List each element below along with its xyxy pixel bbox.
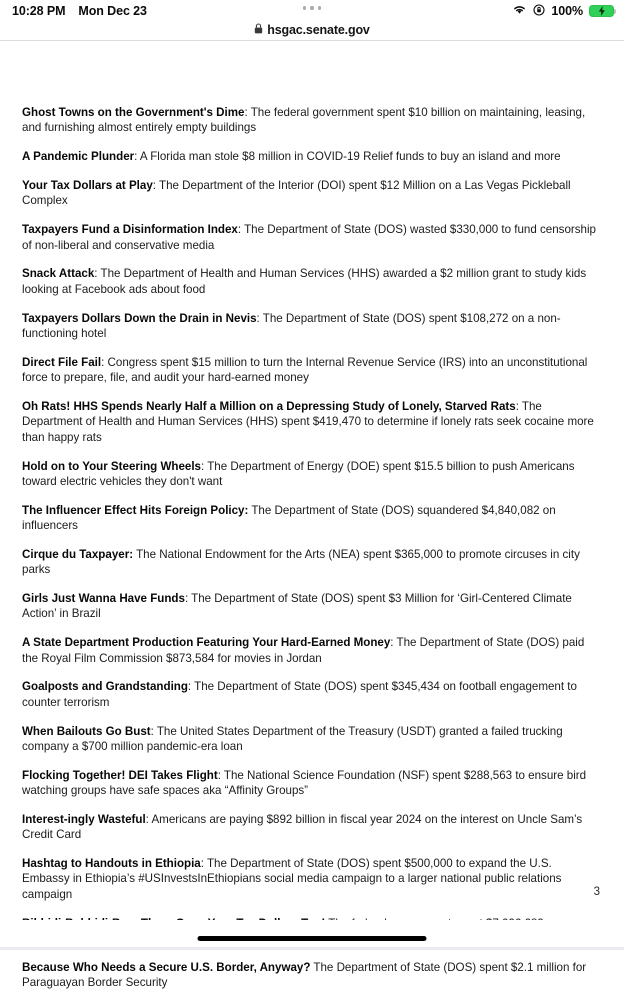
more-dots-icon[interactable] [0, 6, 624, 10]
item-body: : The Department of the Interior (DOI) spent $12 Million on a Las Vegas Pickleball Complex [22, 179, 571, 208]
home-indicator-area [0, 920, 624, 950]
page-number: 3 [593, 886, 600, 898]
screen-bottom-edge [0, 947, 624, 950]
list-item [22, 399, 600, 445]
item-body: : The Department of State (DOS) spent $3 Million for ‘Girl-Centered Climate Action’ in Brazil [22, 592, 572, 621]
item-heading: Ghost Towns on the Government's Dime [22, 106, 245, 119]
item-heading: Taxpayers Dollars Down the Drain in Nevis [22, 311, 257, 325]
item-body: : Americans are paying $892 billion in fiscal year 2024 on the interest on Uncle Sam’s Credit Card [22, 813, 583, 842]
list-item [22, 105, 600, 136]
item-body: : The United States Department of the Treasury (USDT) granted a failed trucking company a $700 million pandemic-era loan [22, 724, 563, 753]
address-bar-url: hsgac.senate.gov [267, 23, 370, 37]
item-heading: When Bailouts Go Bust [22, 724, 151, 738]
item-body: : A Florida man stole $8 million in COVID-19 Relief funds to buy an island and more [134, 150, 561, 164]
list-item [22, 856, 600, 902]
home-indicator[interactable] [198, 936, 427, 941]
item-body: : The Department of Health and Human Services (HHS) spent $419,470 to determine if lonely rats seek cocaine more than happy rats [22, 400, 594, 444]
list-item [22, 679, 600, 710]
item-body: : The Department of Health and Human Services (HHS) awarded a $2 million grant to study kids looking at Facebook ads about food [22, 267, 587, 296]
list-item [22, 355, 600, 386]
item-body: The Department of State (DOS) spent $2.1 million for Paraguayan Border Security [22, 960, 587, 990]
item-heading: Hashtag to Handouts in Ethiopia [22, 857, 201, 871]
list-item [22, 266, 600, 297]
item-heading: Flocking Together! DEI Takes Flight [22, 768, 218, 782]
status-bar [0, 0, 624, 22]
item-body: : The Department of State (DOS) paid the Royal Film Commission $873,584 for movies in Jordan [22, 636, 585, 665]
item-heading: Hold on to Your Steering Wheels [22, 459, 201, 473]
item-body: : The federal government spent $10 billion on maintaining, leasing, and furnishing almost entirely empty buildings [22, 106, 586, 135]
item-heading: Snack Attack [22, 267, 95, 281]
list-item [22, 768, 600, 799]
list-item [22, 149, 600, 164]
list-item [22, 635, 600, 666]
item-heading: Direct File Fail [22, 355, 102, 369]
clock-time: 10:28 PM [12, 4, 66, 18]
address-bar[interactable] [0, 20, 624, 40]
item-heading: Interest-ingly Wasteful [22, 813, 146, 826]
padlock-icon [254, 21, 263, 39]
waste-item-list [22, 105, 600, 1004]
list-item [22, 222, 600, 253]
item-body: : Congress spent $15 million to turn the Internal Revenue Service (IRS) into an unconstitutional force to prepare, file, and audit your hard-earned money [22, 355, 588, 385]
item-body: : The Department of State (DOS) spent $108,272 on a non-functioning hotel [22, 311, 561, 340]
item-heading: Goalposts and Grandstanding [22, 680, 188, 694]
list-item [22, 178, 600, 209]
item-body: The Department of State (DOS) squandered $4,840,082 on influencers [22, 503, 556, 532]
item-body: : The Department of State (DOS) spent $345,434 on football engagement to counter terrorism [22, 680, 577, 709]
item-heading: A State Department Production Featuring Your Hard-Earned Money [22, 636, 391, 650]
item-heading: Because Who Needs a Secure U.S. Border, Anyway? [22, 960, 311, 974]
list-item [22, 724, 600, 755]
item-heading: Cirque du Taxpayer: [22, 547, 134, 561]
document-page[interactable] [0, 41, 624, 990]
item-heading: Girls Just Wanna Have Funds [22, 592, 185, 606]
item-heading: A Pandemic Plunder [22, 150, 135, 164]
list-item [22, 812, 600, 843]
battery-percent-label: 100% [551, 4, 583, 18]
clock-date: Mon Dec 23 [78, 4, 147, 18]
item-heading: Taxpayers Fund a Disinformation Index [22, 223, 238, 237]
list-item [22, 311, 600, 342]
list-item [22, 591, 600, 622]
list-item [22, 547, 600, 578]
item-body: The National Endowment for the Arts (NEA) spent $365,000 to promote circuses in city parks [22, 547, 580, 577]
item-heading: Oh Rats! HHS Spends Nearly Half a Million on a Depressing Study of Lonely, Starved Rats [22, 400, 516, 414]
status-bar-right [512, 0, 614, 22]
list-item [22, 503, 600, 534]
list-item [22, 960, 600, 991]
item-body: : The Department of Energy (DOE) spent $15.5 billion to push Americans toward electric vehicles they don't want [22, 459, 575, 488]
item-heading: The Influencer Effect Hits Foreign Policy: [22, 503, 249, 517]
item-body: : The Department of State (DOS) spent $500,000 to expand the U.S. Embassy in Ethiopia’s #USInvestsInEthiopians social media campaign to a larger national public relations campaign [22, 857, 562, 901]
list-item [22, 459, 600, 490]
item-heading: Your Tax Dollars at Play [22, 179, 153, 193]
item-body: : The National Science Foundation (NSF) spent $288,563 to ensure bird watching groups have safe spaces aka “Affinity Groups” [22, 768, 587, 798]
item-body: : The Department of State (DOS) wasted $330,000 to fund censorship of non-liberal and conservative media [22, 223, 596, 252]
